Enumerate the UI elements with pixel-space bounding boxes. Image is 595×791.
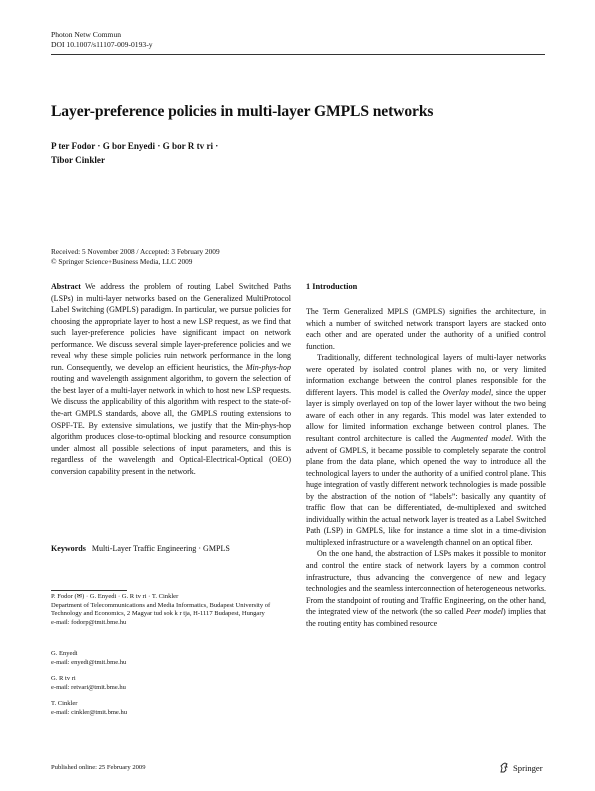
affiliation-rule bbox=[51, 590, 127, 591]
intro-paragraph-1: The Term Generalized MPLS (GMPLS) signifies the architecture, in which a number of switched network transport layers are stacked onto each other and are operated under the authority of a unified control function. bbox=[306, 307, 546, 351]
p3-term-peer: Peer model bbox=[465, 607, 504, 617]
affiliation-block-2 bbox=[51, 650, 297, 667]
affiliation-author: G. R tv ri bbox=[51, 675, 76, 682]
section-heading: 1 Introduction bbox=[306, 282, 358, 291]
affiliation-email[interactable]: e-mail: retvari@tmit.bme.hu bbox=[51, 683, 126, 691]
header-rule bbox=[51, 54, 545, 55]
intro-body bbox=[306, 306, 546, 629]
author-list bbox=[51, 140, 351, 167]
p2-text-b: , since the upper layer is simply overlayed on top of the lower layer without the two being aware of each other in any regards. This model was later extended to allow for limited information exchange between control planes. The resultant control architecture is called the bbox=[306, 387, 547, 444]
abstract-term: Min-phys-hop bbox=[245, 362, 291, 372]
p3-text-a: On the one hand, the abstraction of LSPs makes it possible to monitor and control the entire stack of network layers by a common control infrastructure, thus advancing the convergence of new and legacy technologies and the seamless interconnection of heterogeneous networks. From the standpoint of routing and Traffic Engineering, on the other hand, the integrated view of the network (the so called bbox=[306, 549, 546, 617]
journal-name: Photon Netw Commun bbox=[51, 30, 122, 39]
authors-line-2: Tibor Cinkler bbox=[51, 154, 105, 165]
keywords-text: Multi-Layer Traffic Engineering · GMPLS bbox=[91, 544, 230, 553]
keywords bbox=[51, 544, 291, 553]
affiliation-author: G. Enyedi bbox=[51, 650, 78, 657]
authors-line-1: P ter Fodor · G bor Enyedi · G bor R tv ri · bbox=[51, 141, 219, 151]
doi: DOI 10.1007/s11107-009-0193-y bbox=[51, 39, 153, 49]
springer-horse-icon bbox=[499, 762, 510, 773]
publication-dates bbox=[51, 247, 220, 266]
p2-text-c: . With the advent of GMPLS, it became possible to completely separate the control plane from the data plane, which opened the way to introduce all the technological layers to under the authority of a unified control plane. This huge integration of vastly different network technologies is made possible by the abstraction of the notion of “labels”: basically any quantity of traffic flow that can be differentiated, de-multiplexed and switched individually within the actual network layer is treated as a Label Switched Path (LSP) in GMPLS, like for instance a time slot in a time-division multiplexed infrastructure or a wavelength channel on an optical fiber. bbox=[306, 434, 546, 547]
affiliation-email[interactable]: e-mail: enyedi@tmit.bme.hu bbox=[51, 658, 127, 666]
affiliation-email[interactable]: e-mail: cinkler@tmit.bme.hu bbox=[51, 708, 128, 716]
copyright: © Springer Science+Business Media, LLC 2009 bbox=[51, 256, 193, 266]
paper-title: Layer-preference policies in multi-layer GMPLS networks bbox=[51, 103, 434, 120]
publisher-name: Springer bbox=[513, 762, 543, 773]
affiliation-block-4 bbox=[51, 700, 297, 717]
affiliation-email[interactable]: e-mail: fodorp@tmit.bme.hu bbox=[51, 618, 127, 626]
published-online: Published online: 25 February 2009 bbox=[51, 764, 146, 771]
affiliation-author: T. Cinkler bbox=[51, 700, 78, 707]
abstract-text-b: routing and wavelength assignment algorithm, to govern the selection of the best layer of a multi-layer network in which to host new LSP requests. We discuss the applicability of this algorithm with respect to the state-of-the-art GMPLS standards, above all, the GMPLS routing extensions to OSPF-TE. By extensive simulations, we justify that the Min-phys-hop algorithm produces close-to-optimal blocking and resource consumption under almost all possible selections of input parameters, and this is regardless of the wavelength and Optical-Electrical-Optical (OEO) conversion capability present in the network. bbox=[51, 374, 291, 476]
p2-term-augmented: Augmented model bbox=[451, 434, 512, 444]
publisher-logo bbox=[499, 762, 543, 773]
abstract-label: Abstract bbox=[51, 282, 81, 291]
intro-paragraph-3 bbox=[306, 548, 546, 629]
p2-text-a: Traditionally, different technological layers of multi-layer networks were operated by isolated control planes with no, or very limited information exchange between the control planes responsible for the different layers. This model is called the bbox=[306, 353, 546, 397]
intro-paragraph-2 bbox=[306, 352, 546, 548]
p2-term-overlay: Overlay model bbox=[442, 387, 492, 397]
journal-header bbox=[51, 30, 153, 49]
affiliation-block-3 bbox=[51, 675, 297, 692]
affiliation-block-1 bbox=[51, 593, 297, 627]
received-accepted: Received: 5 November 2008 / Accepted: 3 February 2009 bbox=[51, 247, 220, 256]
abstract-text-a: We address the problem of routing Label Switched Paths (LSPs) in multi-layer networks based on the Generalized MultiProtocol Label Switching (GMPLS) paradigm. In particular, we pursue policies for choosing the appropriate layer to host a new LSP request, as we find that such layer-preference policies have significant impact on network performance. We discuss several simple layer-preference policies and we reveal why these simple policies ruin network performance in the long run. Consequently, we develop an efficient heuristics, the bbox=[51, 282, 291, 372]
p3-text-b: ) implies that the routing entity has combined resource bbox=[306, 607, 546, 628]
affiliation-address: Department of Telecommunications and Media Informatics, Budapest University of Technology and Economics, 2 Magyar tud sok k r tja, H-1117 Budapest, Hungary bbox=[51, 601, 271, 618]
keywords-label: Keywords bbox=[51, 544, 86, 553]
affiliation-authors: P. Fodor (✉) · G. Enyedi · G. R tv ri · T. Cinkler bbox=[51, 593, 179, 600]
abstract bbox=[51, 281, 291, 477]
